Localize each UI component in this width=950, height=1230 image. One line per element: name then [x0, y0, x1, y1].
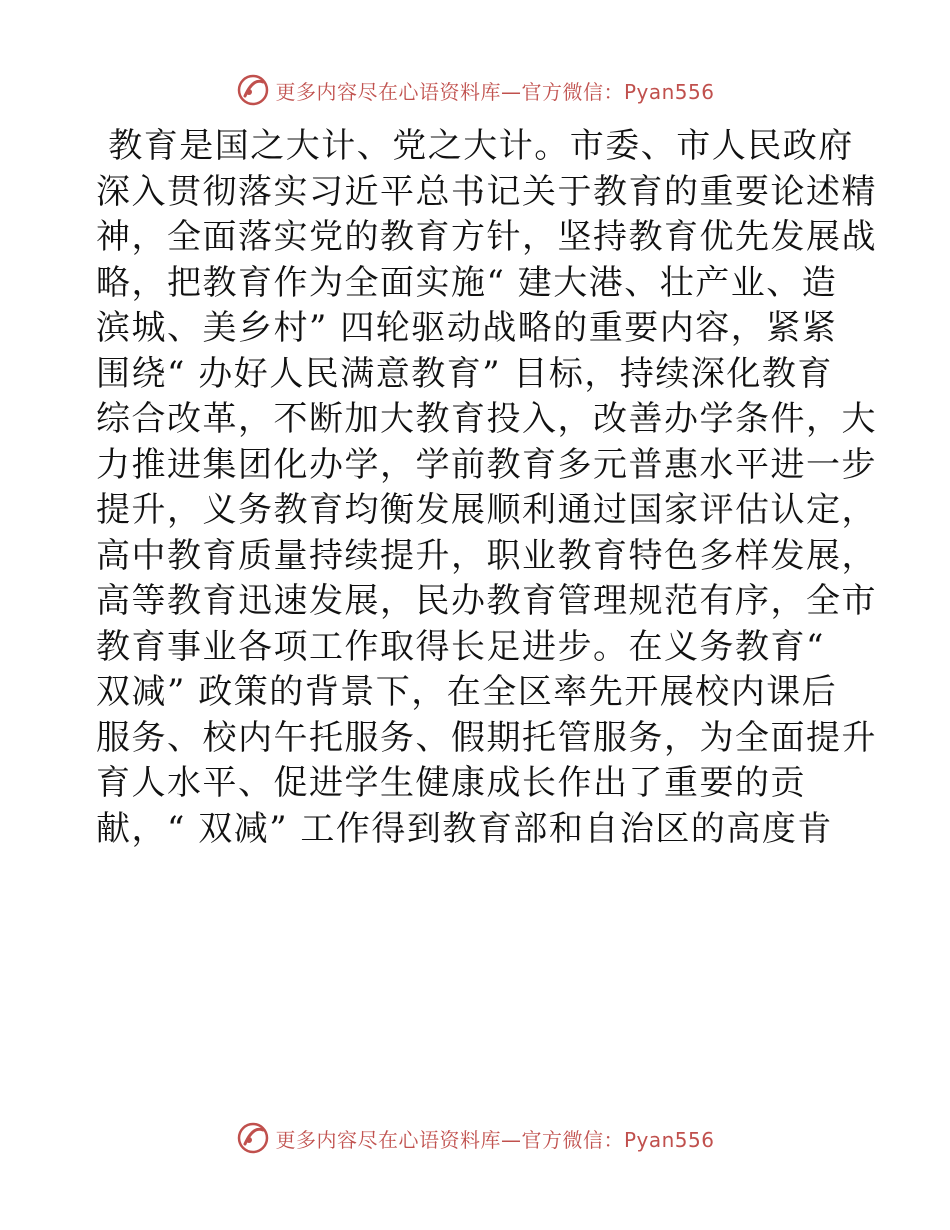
brand-logo-icon — [235, 72, 271, 108]
text-line: 滨城、美乡村” 四轮驱动战略的重要内容，紧紧 — [96, 308, 838, 348]
text-line: 提升，义务教育均衡发展顺利通过国家评估认定， — [96, 490, 877, 530]
text-line: 深入贯彻落实习近平总书记关于教育的重要论述精 — [96, 171, 877, 212]
text-line: 献，“ 双减” 工作得到教育部和自治区的高度肯 — [96, 808, 833, 849]
text-line: 高中教育质量持续提升，职业教育特色多样发展， — [96, 535, 877, 576]
banner-text: 更多内容尽在心语资料库—官方微信：Pyan556 — [275, 79, 715, 104]
text-line: 高等教育迅速发展，民办教育管理规范有序，全市 — [96, 581, 877, 621]
text-line: 略，把教育作为全面实施“ 建大港、壮产业、造 — [96, 262, 838, 303]
text-line: 综合改革，不断加大教育投入，改善办学条件，大 — [96, 399, 877, 439]
document-body — [96, 124, 877, 852]
text-line: 神，全面落实党的教育方针，坚持教育优先发展战 — [96, 217, 877, 257]
banner-text: 更多内容尽在心语资料库—官方微信：Pyan556 — [275, 1127, 715, 1152]
footer-banner — [0, 1118, 950, 1158]
text-line: 力推进集团化办学，学前教育多元普惠水平进一步 — [96, 444, 877, 485]
text-line: 围绕“ 办好人民满意教育” 目标，持续深化教育 — [96, 353, 833, 394]
header-banner — [0, 70, 950, 110]
text-line: 育人水平、促进学生健康成长作出了重要的贡 — [96, 763, 806, 803]
text-line: 教育是国之大计、党之大计。市委、市人民政府 — [96, 126, 854, 166]
text-line: 教育事业各项工作取得长足进步。在义务教育“ — [96, 626, 825, 667]
brand-logo-icon — [235, 1120, 271, 1156]
text-line: 服务、校内午托服务、假期托管服务，为全面提升 — [96, 717, 877, 758]
text-line: 双减” 政策的背景下，在全区率先开展校内课后 — [96, 672, 838, 712]
